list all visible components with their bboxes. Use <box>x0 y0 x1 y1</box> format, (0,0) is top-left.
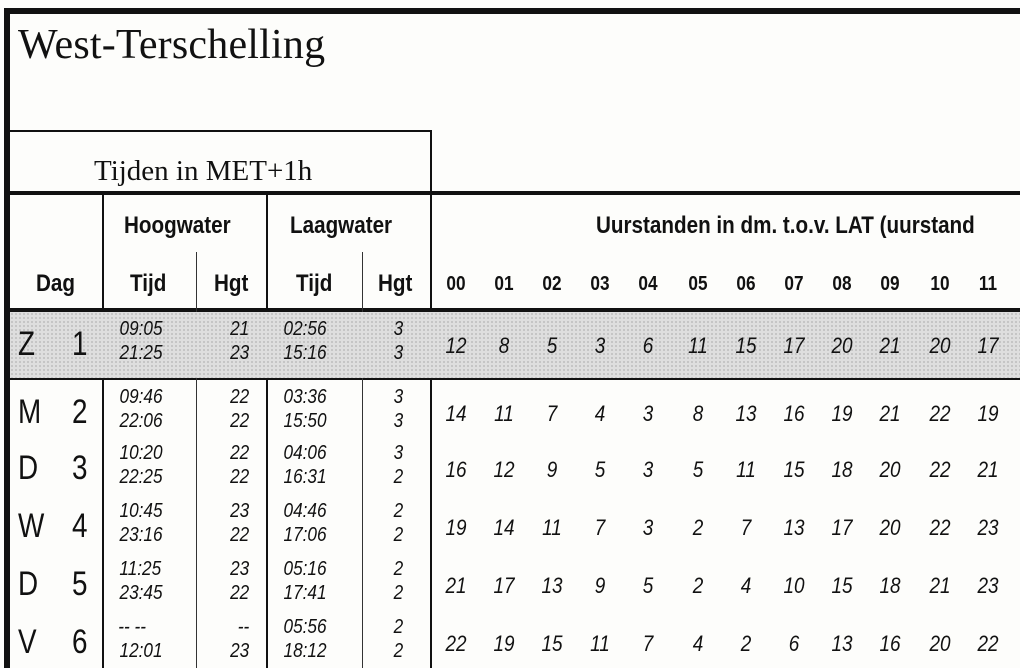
hw-time-2: 21:25 <box>119 342 163 364</box>
hourly-value-09: 20 <box>879 515 901 540</box>
hoogwater-column-divider <box>266 193 268 668</box>
hw-time-2: 22:06 <box>119 410 163 432</box>
hw-hgt-header: Hgt <box>214 270 249 297</box>
hourly-value-09: 16 <box>879 631 901 656</box>
hourly-value-10: 22 <box>929 401 951 426</box>
hw-height-1: 23 <box>230 500 250 522</box>
hourly-value-06: 11 <box>736 457 756 482</box>
lw-time-2: 17:06 <box>283 524 327 546</box>
lw-height-1: 3 <box>393 386 404 408</box>
hourly-value-05: 8 <box>692 401 704 426</box>
lw-time-1: 03:36 <box>283 386 327 408</box>
lw-height-1: 2 <box>393 500 404 522</box>
lw-time-1: 02:56 <box>283 318 327 340</box>
day-letter: M <box>18 393 42 431</box>
day-letter: D <box>18 449 39 487</box>
hourly-value-06: 4 <box>740 573 752 598</box>
hourly-value-06: 13 <box>735 401 757 426</box>
day-letter: Z <box>18 325 36 363</box>
hourly-value-05: 2 <box>692 573 704 598</box>
hourly-value-02: 9 <box>546 457 558 482</box>
hourly-value-07: 13 <box>783 515 805 540</box>
hourly-value-04: 3 <box>642 515 654 540</box>
page-title: West-Terschelling <box>18 22 326 68</box>
hourly-value-03: 11 <box>590 631 610 656</box>
laagwater-column-divider <box>430 193 432 668</box>
hourly-value-09: 21 <box>879 401 901 426</box>
hourly-value-03: 3 <box>594 333 606 358</box>
day-letter: W <box>18 507 45 545</box>
hourly-value-08: 13 <box>831 631 853 656</box>
hourly-value-07: 6 <box>788 631 800 656</box>
hw-height-1: 22 <box>230 386 250 408</box>
frame-top-border <box>4 8 1020 14</box>
hourly-value-07: 10 <box>783 573 805 598</box>
hourly-value-02: 15 <box>541 631 563 656</box>
hourly-value-01: 14 <box>493 515 515 540</box>
hw-height-1: -- <box>237 616 250 638</box>
lw-time-2: 15:16 <box>283 342 327 364</box>
hourly-value-10: 22 <box>929 457 951 482</box>
hourly-value-01: 19 <box>493 631 515 656</box>
hourly-value-02: 5 <box>546 333 558 358</box>
lw-time-2: 17:41 <box>283 582 327 604</box>
hourly-value-11: 23 <box>977 573 999 598</box>
hourly-value-11: 23 <box>977 515 999 540</box>
hour-header-07: 07 <box>784 273 804 295</box>
hourly-value-02: 11 <box>542 515 562 540</box>
hour-header-06: 06 <box>736 273 756 295</box>
hourly-value-05: 2 <box>692 515 704 540</box>
hourly-value-05: 4 <box>692 631 704 656</box>
lw-time-1: 05:56 <box>283 616 327 638</box>
hoogwater-header: Hoogwater <box>124 212 231 239</box>
hw-time-1: 09:05 <box>119 318 163 340</box>
day-number: 3 <box>72 449 88 487</box>
hour-header-08: 08 <box>832 273 852 295</box>
hourly-value-08: 17 <box>831 515 853 540</box>
hw-time-2: 23:45 <box>119 582 163 604</box>
dag-header: Dag <box>36 270 75 297</box>
hourly-value-03: 5 <box>594 457 606 482</box>
hourly-value-09: 21 <box>879 333 901 358</box>
hw-height-2: 22 <box>230 410 250 432</box>
laagwater-header: Laagwater <box>290 212 393 239</box>
lw-time-2: 16:31 <box>283 466 327 488</box>
hourly-value-00: 22 <box>445 631 467 656</box>
hw-height-2: 23 <box>230 640 250 662</box>
hourly-value-04: 7 <box>642 631 654 656</box>
hourly-value-00: 21 <box>445 573 467 598</box>
lw-time-1: 05:16 <box>283 558 327 580</box>
hourly-value-00: 14 <box>445 401 467 426</box>
hourly-value-10: 22 <box>929 515 951 540</box>
hourly-value-01: 11 <box>494 401 514 426</box>
hour-header-01: 01 <box>494 273 514 295</box>
hourly-value-05: 5 <box>692 457 704 482</box>
hw-height-2: 22 <box>230 524 250 546</box>
lw-height-2: 2 <box>393 466 404 488</box>
day-letter: D <box>18 565 39 603</box>
lw-height-1: 3 <box>393 442 404 464</box>
day-number: 6 <box>72 623 88 661</box>
hourly-value-06: 7 <box>740 515 752 540</box>
day-number: 5 <box>72 565 88 603</box>
hour-header-11: 11 <box>978 273 998 295</box>
hourly-value-08: 15 <box>831 573 853 598</box>
hourly-value-01: 12 <box>493 457 515 482</box>
hourly-value-03: 9 <box>594 573 606 598</box>
hourly-value-04: 5 <box>642 573 654 598</box>
lw-time-1: 04:46 <box>283 500 327 522</box>
hourly-value-08: 19 <box>831 401 853 426</box>
hourly-value-07: 15 <box>783 457 805 482</box>
hw-time-1: -- -- <box>118 616 146 638</box>
hw-height-1: 22 <box>230 442 250 464</box>
hw-height-2: 23 <box>230 342 250 364</box>
hourly-value-11: 19 <box>977 401 999 426</box>
hw-time-2: 22:25 <box>119 466 163 488</box>
lw-height-2: 2 <box>393 524 404 546</box>
hourly-value-10: 20 <box>929 333 951 358</box>
hour-header-04: 04 <box>638 273 658 295</box>
hw-height-2: 22 <box>230 582 250 604</box>
dag-column-divider <box>102 193 104 668</box>
lw-time-2: 15:50 <box>283 410 327 432</box>
hourly-value-11: 21 <box>977 457 999 482</box>
hourly-value-02: 13 <box>541 573 563 598</box>
hourly-value-02: 7 <box>546 401 558 426</box>
lw-height-1: 2 <box>393 616 404 638</box>
hourly-value-00: 16 <box>445 457 467 482</box>
hw-height-1: 23 <box>230 558 250 580</box>
day-number: 1 <box>72 325 88 363</box>
hw-time-2: 23:16 <box>119 524 163 546</box>
hour-header-00: 00 <box>446 273 466 295</box>
hourly-value-04: 6 <box>642 333 654 358</box>
lw-height-2: 2 <box>393 582 404 604</box>
lw-height-2: 3 <box>393 342 404 364</box>
hour-header-05: 05 <box>688 273 708 295</box>
hw-time-1: 10:45 <box>119 500 163 522</box>
hourly-value-11: 17 <box>977 333 999 358</box>
day-letter: V <box>18 623 37 661</box>
time-zone-label: Tijden in MET+1h <box>94 155 313 187</box>
header-top-rule <box>4 191 1020 195</box>
lw-height-1: 2 <box>393 558 404 580</box>
hw-height-2: 22 <box>230 466 250 488</box>
hourly-value-10: 21 <box>929 573 951 598</box>
hourly-value-01: 17 <box>493 573 515 598</box>
hourly-value-09: 20 <box>879 457 901 482</box>
hourly-value-10: 20 <box>929 631 951 656</box>
hour-header-03: 03 <box>590 273 610 295</box>
hw-height-1: 21 <box>230 318 250 340</box>
lw-hgt-header: Hgt <box>378 270 413 297</box>
hourly-value-00: 12 <box>445 333 467 358</box>
hourly-value-03: 4 <box>594 401 606 426</box>
hourly-value-03: 7 <box>594 515 606 540</box>
hour-header-02: 02 <box>542 273 562 295</box>
hourly-value-07: 16 <box>783 401 805 426</box>
day-number: 2 <box>72 393 88 431</box>
hour-header-09: 09 <box>880 273 900 295</box>
hourly-value-07: 17 <box>783 333 805 358</box>
hw-time-1: 09:46 <box>119 386 163 408</box>
hw-time-2: 12:01 <box>119 640 163 662</box>
uurstanden-header: Uurstanden in dm. t.o.v. LAT (uurstand <box>596 212 975 239</box>
lw-height-1: 3 <box>393 318 404 340</box>
hw-tijd-header: Tijd <box>130 270 167 297</box>
hourly-value-08: 20 <box>831 333 853 358</box>
hourly-value-06: 15 <box>735 333 757 358</box>
lw-time-2: 18:12 <box>283 640 327 662</box>
lw-time-1: 04:06 <box>283 442 327 464</box>
hourly-value-11: 22 <box>977 631 999 656</box>
hw-time-1: 10:20 <box>119 442 163 464</box>
hourly-value-05: 11 <box>688 333 708 358</box>
hourly-value-04: 3 <box>642 457 654 482</box>
lw-height-2: 3 <box>393 410 404 432</box>
hourly-value-04: 3 <box>642 401 654 426</box>
hour-header-10: 10 <box>930 273 950 295</box>
hourly-value-06: 2 <box>740 631 752 656</box>
hourly-value-09: 18 <box>879 573 901 598</box>
hourly-value-01: 8 <box>498 333 510 358</box>
hw-time-1: 11:25 <box>119 558 162 580</box>
lw-tijd-header: Tijd <box>296 270 333 297</box>
hourly-value-08: 18 <box>831 457 853 482</box>
hourly-value-00: 19 <box>445 515 467 540</box>
day-number: 4 <box>72 507 88 545</box>
lw-height-2: 2 <box>393 640 404 662</box>
